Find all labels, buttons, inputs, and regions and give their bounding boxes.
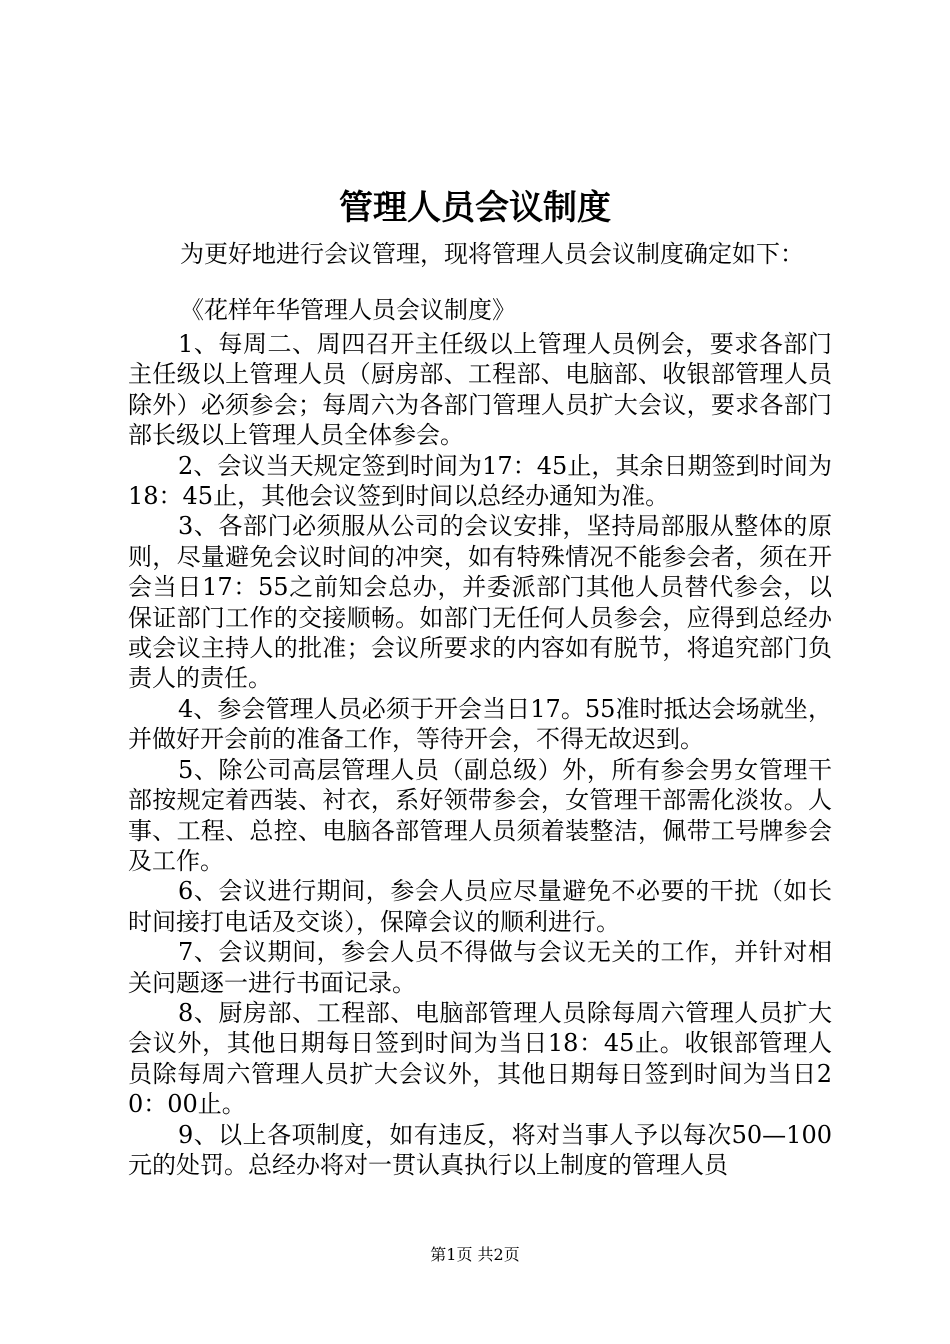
document-name: 《花样年华管理人员会议制度》 [180, 296, 516, 324]
paragraph-5: 5、除公司高层管理人员（副总级）外，所有参会男女管理干部按规定着西装、衬衣，系好领带参会，女管理干部需化淡妆。人事、工程、总控、电脑各部管理人员须着装整洁，佩带工号牌参会及工作。 [128, 755, 832, 875]
document-title: 管理人员会议制度 [339, 188, 611, 228]
paragraph-2: 2、会议当天规定签到时间为17：45止，其余日期签到时间为18：45止，其他会议签到时间以总经办通知为准。 [128, 451, 832, 511]
paragraph-4: 4、参会管理人员必须于开会当日17。55准时抵达会场就坐，并做好开会前的准备工作，等待开会，不得无故迟到。 [128, 694, 832, 754]
document-body [128, 329, 832, 1180]
paragraph-6: 6、会议进行期间，参会人员应尽量避免不必要的干扰（如长时间接打电话及交谈），保障会议的顺利进行。 [128, 877, 832, 936]
paragraph-8: 8、厨房部、工程部、电脑部管理人员除每周六管理人员扩大会议外，其他日期每日签到时间为当日18：45止。收银部管理人员除每周六管理人员扩大会议外，其他日期每日签到时间为当日20：00止。 [128, 998, 832, 1119]
paragraph-7: 7、会议期间，参会人员不得做与会议无关的工作，并针对相关问题逐一进行书面记录。 [128, 938, 832, 997]
paragraph-9: 9、以上各项制度，如有违反，将对当事人予以每次50—100元的处罚。总经办将对一贯认真执行以上制度的管理人员 [128, 1120, 832, 1179]
intro-text: 为更好地进行会议管理，现将管理人员会议制度确定如下： [180, 240, 804, 268]
paragraph-1: 1、每周二、周四召开主任级以上管理人员例会，要求各部门主任级以上管理人员（厨房部、工程部、电脑部、收银部管理人员除外）必须参会；每周六为各部门管理人员扩大会议，要求各部门部长级以上管理人员全体参会。 [128, 330, 832, 450]
page-footer: 第1页 共2页 [430, 1245, 520, 1264]
paragraph-3: 3、各部门必须服从公司的会议安排，坚持局部服从整体的原则，尽量避免会议时间的冲突，如有特殊情况不能参会者，须在开会当日17：55之前知会总办，并委派部门其他人员替代参会，以保证部门工作的交接顺畅。如部门无任何人员参会，应得到总经办或会议主持人的批准；会议所要求的内容如有脱节，将追究部门负责人的责任。 [128, 512, 832, 693]
